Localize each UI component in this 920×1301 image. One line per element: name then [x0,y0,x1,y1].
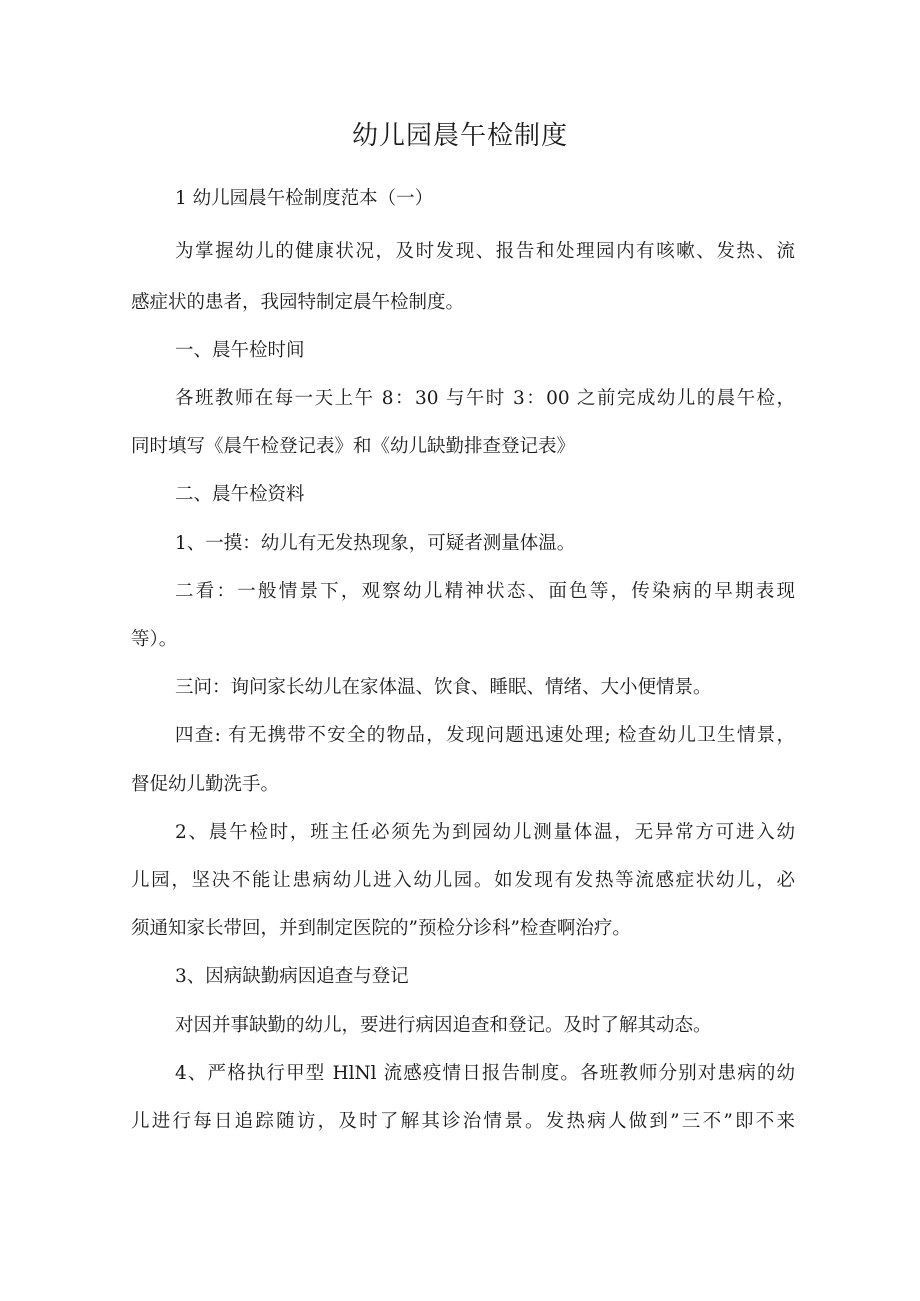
paragraph-line: 1、一摸：幼儿有无发热现象，可疑者测量体温。 [175,533,576,554]
paragraph-line: 等）。 [131,629,178,650]
paragraph-line: 4、严格执行甲型 HlNl 流感疫情日报告制度。各班教师分别对患病的幼 [175,1063,795,1084]
section-heading: 3、因病缺勤病因追查与登记 [175,966,409,987]
paragraph-line: 四查: 有无携带不安全的物品，发现问题迅速处理; 检查幼儿卫生情景， [175,725,795,746]
paragraph-line: 为掌握幼儿的健康状况，及时发现、报告和处理园内有咳嗽、发热、流 [175,241,795,262]
paragraph-line: 三问：询问家长幼儿在家体温、饮食、睡眠、情绪、大小便情景。 [175,677,712,698]
paragraph-line: 儿园，坚决不能让患病幼儿进入幼儿园。如发现有发热等流感症状幼儿，必 [131,870,795,891]
paragraph-line: 感症状的患者，我园特制定晨午检制度。 [131,292,465,313]
section-heading: 一、晨午检时间 [175,340,305,361]
paragraph-line: 2、晨午检时，班主任必须先为到园幼儿测量体温，无异常方可进入幼 [175,822,795,843]
paragraph-line: 须通知家长带回，并到制定医院的”预检分诊科”检查啊治疗。 [131,918,631,939]
paragraph-line: 各班教师在每一天上午 8：30 与午时 3：00 之前完成幼儿的晨午检， [175,388,795,409]
paragraph-line: 同时填写《晨午检登记表》和《幼儿缺勤排查登记表》 [131,436,576,457]
paragraph-line: 督促幼儿勤洗手。 [131,774,280,795]
paragraph-line: 儿进行每日追踪随访，及时了解其诊治情景。发热病人做到”三不”即不来 [131,1111,795,1132]
section-heading: 二、晨午检资料 [175,484,305,505]
section-heading: 1 幼儿园晨午检制度范本（一） [175,188,434,209]
paragraph-line: 二看：一般情景下，观察幼儿精神状态、面色等，传染病的早期表现 [175,581,795,602]
paragraph-line: 对因并事缺勤的幼儿，要进行病因追查和登记。及时了解其动态。 [175,1015,712,1036]
document-title: 幼儿园晨午检制度 [351,121,568,151]
